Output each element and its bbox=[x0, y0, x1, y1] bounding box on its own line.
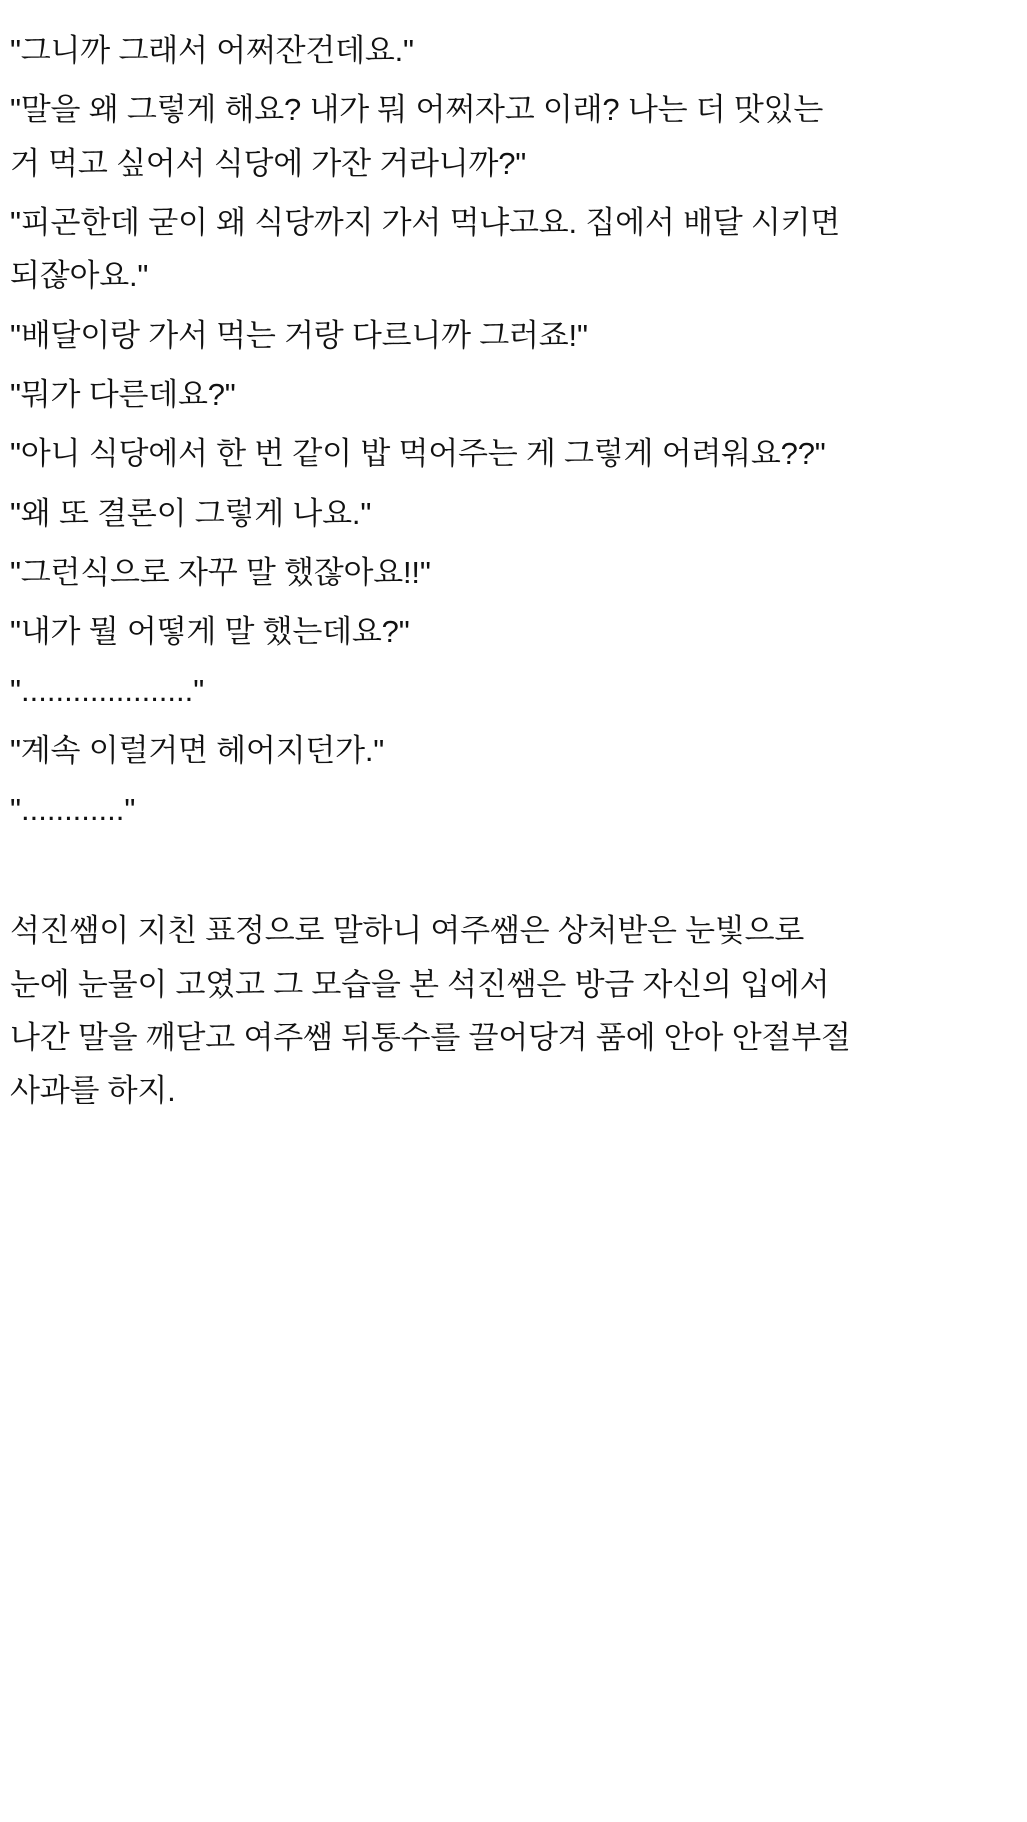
dialogue-line: "왜 또 결론이 그렇게 나요." bbox=[10, 495, 372, 531]
section-spacer bbox=[10, 842, 997, 904]
dialogue-line: "피곤한데 굳이 왜 식당까지 가서 먹냐고요. 집에서 배달 시키면 되잖아요." bbox=[10, 204, 841, 294]
dialogue-line: "배달이랑 가서 먹는 거랑 다르니까 그러죠!" bbox=[10, 317, 588, 353]
dialogue-line: "그니까 그래서 어쩌잔건데요." bbox=[10, 33, 414, 68]
dialogue-line: "계속 이럴거면 헤어지던가." bbox=[10, 732, 385, 768]
dialogue-line: "...................." bbox=[10, 673, 205, 709]
dialogue-line: "그런식으로 자꾸 말 했잖아요!!" bbox=[10, 554, 431, 590]
dialogue-line: "내가 뭘 어떻게 말 했는데요?" bbox=[10, 614, 410, 650]
dialogue-line: "............" bbox=[10, 792, 136, 828]
dialogue-line: "말을 왜 그렇게 해요? 내가 뭐 어쩌자고 이래? 나는 더 맛있는 거 먹고 싶어서 식당에 가잔 거라니까?" bbox=[10, 92, 824, 181]
dialogue-line: "뭐가 다른데요?" bbox=[10, 376, 236, 412]
dialogue-line: "아니 식당에서 한 번 같이 밥 먹어주는 게 그렇게 어려워요??" bbox=[10, 436, 826, 472]
narration-paragraph: 석진쌤이 지친 표정으로 말하니 여주쌤은 상처받은 눈빛으로 눈에 눈물이 고였고 그 모습을 본 석진쌤은 방금 자신의 입에서 나간 말을 깨닫고 여주쌤 뒤통수를 끌어당겨 품에 안아 안절부절 사과를 하지. bbox=[10, 913, 851, 1109]
dialogue-block bbox=[10, 24, 997, 836]
